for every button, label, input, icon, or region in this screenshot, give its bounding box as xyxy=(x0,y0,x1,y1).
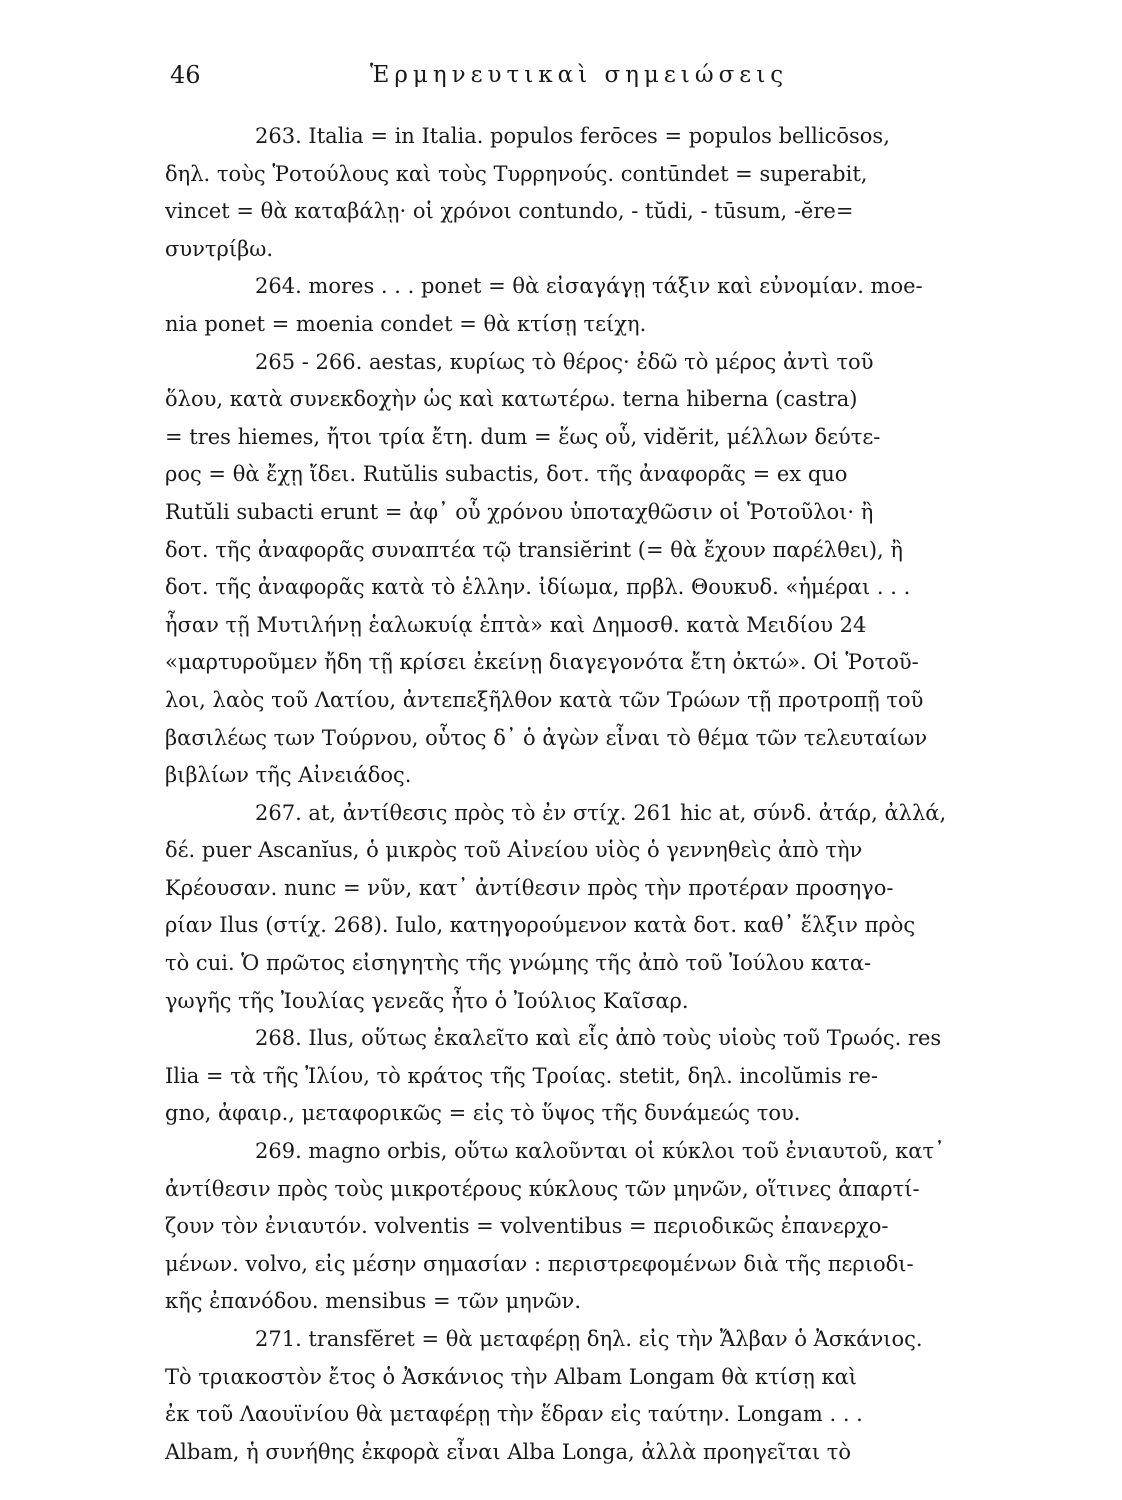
paragraph-first-line: 265 - 266. aestas, κυρίως τὸ θέρος· ἐδῶ τὸ μέρος ἀντὶ τοῦ xyxy=(255,349,874,374)
text-line: δέ. puer Ascanĭus, ὁ μικρὸς τοῦ Αἰνείου υἱὸς ὁ γεννηθεὶς ἀπὸ τὴν xyxy=(165,838,863,863)
body-text xyxy=(165,118,1065,1471)
text-line: γωγῆς τῆς Ἰουλίας γενεᾶς ἦτο ὁ Ἰούλιος Καῖσαρ. xyxy=(165,988,689,1013)
text-line: Rutŭli subacti erunt = ἀφ᾽ οὗ χρόνου ὑποταχθῶσιν οἱ Ῥοτοῦλοι· ἢ xyxy=(165,499,874,524)
paragraph-first-line: 264. mores . . . ponet = θὰ εἰσαγάγῃ τάξιν καὶ εὐνομίαν. moe- xyxy=(255,274,923,299)
paragraph-first-line: 268. Ilus, οὕτως ἐκαλεῖτο καὶ εἷς ἀπὸ τοὺς υἱοὺς τοῦ Τρωός. res xyxy=(255,1026,942,1051)
text-line: ἦσαν τῇ Μυτιλήνῃ ἑαλωκυίᾳ ἑπτὰ» καὶ Δημοσθ. κατὰ Μειδίου 24 xyxy=(165,612,867,637)
text-line: ζουν τὸν ἐνιαυτόν. volventis = volventibus = περιοδικῶς ἐπανερχο- xyxy=(165,1214,889,1239)
text-line: vincet = θὰ καταβάλῃ· οἱ χρόνοι contundo, - tŭdi, - tūsum, -ĕre= xyxy=(165,199,854,224)
text-line: ρος = θὰ ἔχῃ ἴδει. Rutŭlis subactis, δοτ. τῆς ἀναφορᾶς = ex quo xyxy=(165,462,848,487)
page-number: 46 xyxy=(170,61,201,89)
text-line: δηλ. τοὺς Ῥοτούλους καὶ τοὺς Τυρρηνούς. contūndet = superabit, xyxy=(165,161,868,186)
text-line: ρίαν Ilus (στίχ. 268). Iulo, κατηγορούμενον κατὰ δοτ. καθ᾽ ἕλξιν πρὸς xyxy=(165,913,916,938)
header-title: Ἑρμηνευτικαὶ σημειώσεις xyxy=(370,62,789,88)
running-head xyxy=(170,58,970,98)
text-line: τὸ cui. Ὁ πρῶτος εἰσηγητὴς τῆς γνώμης τῆς ἀπὸ τοῦ Ἰούλου κατα- xyxy=(165,951,872,976)
paragraph-first-line: 267. at, ἀντίθεσις πρὸς τὸ ἐν στίχ. 261 hic at, σύνδ. ἀτάρ, ἀλλά, xyxy=(255,800,947,825)
paragraph-first-line: 269. magno orbis, οὕτω καλοῦνται οἱ κύκλοι τοῦ ἐνιαυτοῦ, κατ᾽ xyxy=(255,1139,945,1164)
text-line: βιβλίων τῆς Αἰνειάδος. xyxy=(165,763,412,788)
text-line: λοι, λαὸς τοῦ Λατίου, ἀντεπεξῆλθον κατὰ τῶν Τρώων τῇ προτροπῇ τοῦ xyxy=(165,687,924,712)
text-line: ἀντίθεσιν πρὸς τοὺς μικροτέρους κύκλους τῶν μηνῶν, οἵτινες ἀπαρτί- xyxy=(165,1176,920,1201)
text-line: «μαρτυροῦμεν ἤδη τῇ κρίσει ἐκείνῃ διαγεγονότα ἔτη ὀκτώ». Οἱ Ῥοτοῦ- xyxy=(165,650,919,675)
text-line: ἐκ τοῦ Λαουϊνίου θὰ μεταφέρῃ τὴν ἕδραν εἰς ταύτην. Longam . . . xyxy=(165,1402,863,1427)
text-line: μένων. volvo, εἰς μέσην σημασίαν : περιστρεφομένων διὰ τῆς περιοδι- xyxy=(165,1251,914,1276)
text-line: δοτ. τῆς ἀναφορᾶς κατὰ τὸ ἑλλην. ἰδίωμα, πρβλ. Θουκυδ. «ἡμέραι . . . xyxy=(165,575,911,600)
text-line: δοτ. τῆς ἀναφορᾶς συναπτέα τῷ transiĕrint (= θὰ ἔχουν παρέλθει), ἢ xyxy=(165,537,903,562)
text-line: = tres hiemes, ἤτοι τρία ἔτη. dum = ἕως οὗ, vidĕrit, μέλλων δεύτε- xyxy=(165,424,881,449)
paragraph-first-line: 271. transfĕret = θὰ μεταφέρῃ δηλ. εἰς τὴν Ἄλβαν ὁ Ἀσκάνιος. xyxy=(255,1327,923,1351)
text-line: nia ponet = moenia condet = θὰ κτίσῃ τείχη. xyxy=(165,311,647,336)
text-line: βασιλέως των Τούρνου, οὗτος δ᾽ ὁ ἀγὼν εἶναι τὸ θέμα τῶν τελευταίων xyxy=(165,725,928,750)
text-line: συντρίβω. xyxy=(165,236,274,261)
text-line: Κρέουσαν. nunc = νῦν, κατ᾽ ἀντίθεσιν πρὸς τὴν προτέραν προσηγο- xyxy=(165,875,894,900)
text-line: Albam, ἡ συνήθης ἐκφορὰ εἶναι Alba Longa, ἀλλὰ προηγεῖται τὸ xyxy=(165,1439,851,1464)
text-line: Ilia = τὰ τῆς Ἰλίου, τὸ κράτος τῆς Τροίας. stetit, δηλ. incolŭmis re- xyxy=(165,1063,878,1088)
paragraph-first-line: 263. Italia = in Italia. populos ferōces = populos bellicōsos, xyxy=(255,124,890,148)
text-line: ὅλου, κατὰ συνεκδοχὴν ὡς καὶ κατωτέρω. terna hiberna (castra) xyxy=(165,387,858,412)
text-line: gno, ἀφαιρ., μεταφορικῶς = εἰς τὸ ὕψος τῆς δυνάμεώς του. xyxy=(165,1101,801,1126)
text-line: κῆς ἐπανόδου. mensibus = τῶν μηνῶν. xyxy=(165,1289,582,1314)
text-line: Τὸ τριακοστὸν ἔτος ὁ Ἀσκάνιος τὴν Albam Longam θὰ κτίσῃ καὶ xyxy=(165,1364,858,1389)
